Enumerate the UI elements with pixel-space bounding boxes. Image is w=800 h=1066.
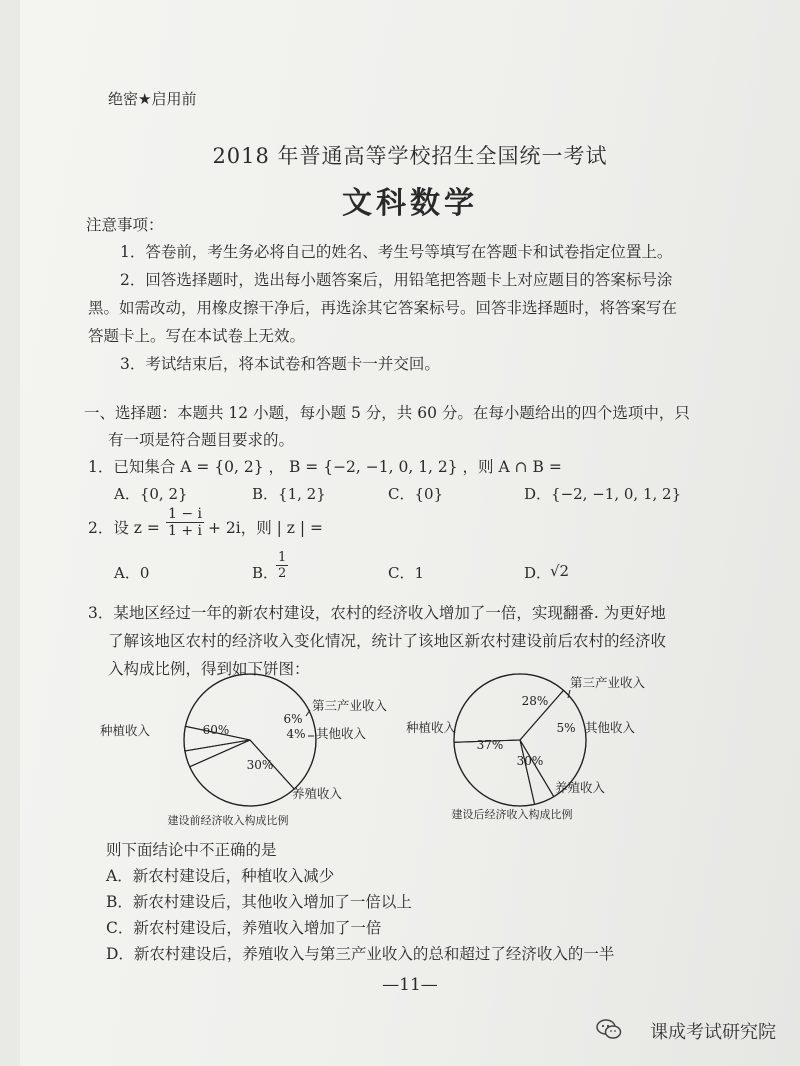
pie-title: 建设前经济收入构成比例 bbox=[167, 814, 289, 827]
pie-value-label: 60% bbox=[202, 723, 230, 737]
pie-slice bbox=[520, 740, 554, 804]
note-line: 答题卡上。写在本试卷上无效。 bbox=[88, 327, 306, 345]
q2-option-d-value: √2 bbox=[550, 562, 570, 580]
q2-option-b-fraction bbox=[276, 550, 288, 581]
pie-category-label: 养殖收入 bbox=[292, 786, 343, 801]
pie-category-label: 种植收入 bbox=[406, 720, 457, 735]
pie-category-label: 养殖收入 bbox=[555, 780, 606, 795]
q2-optb-numerator: 1 bbox=[278, 550, 287, 565]
confidential-mark: 绝密★启用前 bbox=[108, 90, 197, 108]
pie-slice bbox=[190, 740, 295, 806]
subject-title: 文科数学 bbox=[342, 186, 478, 221]
q2-option-c: C．1 bbox=[388, 564, 425, 582]
q3-stem-line: 3．某地区经过一年的新农村建设，农村的经济收入增加了一倍，实现翻番. 为更好地 bbox=[88, 604, 666, 622]
q3-option-b: B．新农村建设后，其他收入增加了一倍以上 bbox=[106, 893, 412, 911]
q2-numerator: 1 − i bbox=[168, 506, 203, 522]
pie-category-label: 第三产业收入 bbox=[312, 698, 388, 713]
notes-heading: 注意事项： bbox=[86, 216, 164, 234]
q3-option-d: D．新农村建设后，养殖收入与第三产业收入的总和超过了经济收入的一半 bbox=[106, 945, 615, 963]
page-number: —11— bbox=[382, 975, 438, 995]
q3-question: 则下面结论中不正确的是 bbox=[106, 841, 277, 859]
q1-option-c: C．{0} bbox=[388, 485, 444, 503]
q2-option-b: B． bbox=[252, 564, 279, 582]
pie-value-label: 6% bbox=[283, 712, 303, 726]
q2-suffix: + 2i，则 | z | = bbox=[208, 519, 324, 537]
q2-option-d: D． bbox=[524, 564, 552, 582]
q1-option-d: D．{−2, −1, 0, 1, 2} bbox=[524, 485, 682, 503]
q1-option-b: B．{1, 2} bbox=[252, 485, 326, 503]
note-line: 3．考试结束后，将本试卷和答题卡一并交回。 bbox=[120, 355, 440, 373]
q2-prefix: 2．设 z = bbox=[88, 519, 160, 537]
q3-stem-line: 了解该地区农村的经济收入变化情况，统计了该地区新农村建设前后农村的经济收 bbox=[108, 632, 667, 650]
exam-page bbox=[20, 0, 800, 1066]
section-heading: 一、选择题：本题共 12 小题，每小题 5 分，共 60 分。在每小题给出的四个选项中，只 bbox=[84, 404, 690, 422]
pie-title: 建设后经济收入构成比例 bbox=[451, 808, 573, 821]
pie-slice bbox=[185, 740, 250, 767]
q3-option-a: A．新农村建设后，种植收入减少 bbox=[106, 867, 335, 885]
pie-category-label: 第三产业收入 bbox=[570, 675, 646, 690]
pie-charts bbox=[80, 670, 700, 835]
pie-value-label: 4% bbox=[286, 727, 306, 741]
pie-value-label: 28% bbox=[521, 694, 549, 708]
q3-option-c: C．新农村建设后，养殖收入增加了一倍 bbox=[106, 919, 382, 937]
pie-slice bbox=[454, 674, 564, 742]
exam-title: 2018 年普通高等学校招生全国统一考试 bbox=[212, 144, 608, 168]
q2-denominator: 1 + i bbox=[168, 523, 203, 539]
pie-value-label: 5% bbox=[556, 721, 576, 735]
note-line: 1．答卷前，考生务必将自己的姓名、考生号等填写在答题卡和试卷指定位置上。 bbox=[120, 243, 673, 261]
note-line: 黑。如需改动，用橡皮擦干净后，再选涂其它答案标号。回答非选择题时，将答案写在 bbox=[88, 299, 678, 317]
pie-value-label: 37% bbox=[476, 738, 504, 752]
watermark: 课成考试研究院 bbox=[650, 1022, 776, 1043]
q1-stem: 1．已知集合 A = {0, 2} ， B = {−2, −1, 0, 1, 2} ，则 A ∩ B = bbox=[88, 458, 562, 476]
q1-option-a: A．{0, 2} bbox=[114, 485, 188, 503]
note-line: 2．回答选择题时，选出每小题答案后，用铅笔把答题卡上对应题目的答案标号涂 bbox=[120, 271, 673, 289]
pie-value-label: 30% bbox=[516, 754, 544, 768]
q2-optb-denominator: 2 bbox=[278, 566, 287, 581]
pie-category-label: 其他收入 bbox=[316, 726, 367, 741]
pie-category-label: 种植收入 bbox=[100, 723, 151, 738]
pie-value-label: 30% bbox=[246, 758, 274, 772]
pie-category-label: 其他收入 bbox=[585, 720, 636, 735]
section-heading-cont: 有一项是符合题目要求的。 bbox=[108, 431, 295, 449]
pie-leader-line bbox=[306, 710, 310, 716]
q2-fraction bbox=[166, 506, 204, 539]
q2-option-a: A．0 bbox=[114, 564, 150, 582]
q3-stem-line: 入构成比例，得到如下饼图： bbox=[108, 660, 310, 678]
wechat-icon bbox=[596, 1018, 622, 1040]
